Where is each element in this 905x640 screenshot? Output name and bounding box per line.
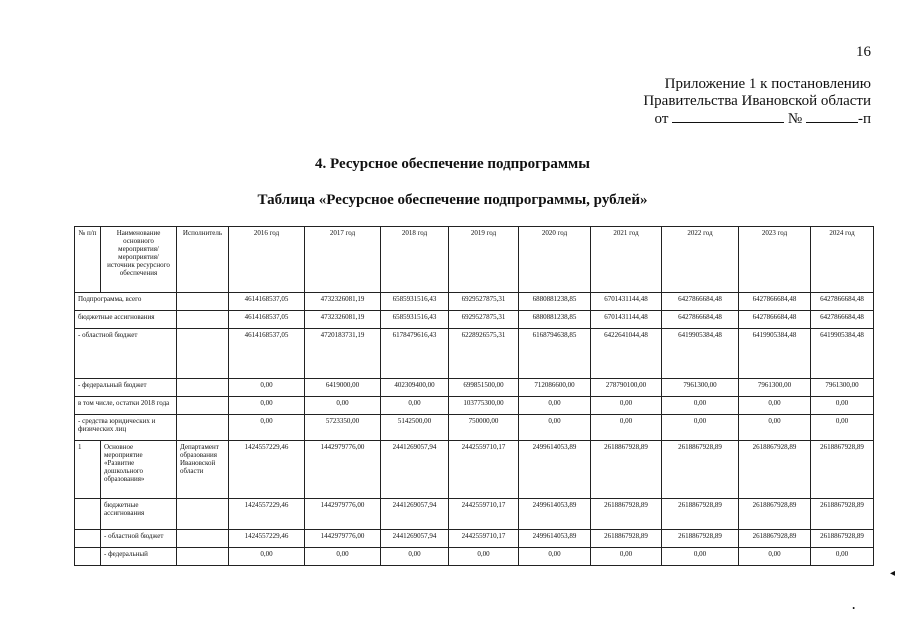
summary-row xyxy=(75,293,874,311)
main-event-name: Основное мероприятие «Развитие дошкольного образования» xyxy=(101,441,177,499)
value-cell: 0,00 xyxy=(229,415,305,441)
annex-block xyxy=(643,76,871,128)
value-cell: 5142500,00 xyxy=(381,415,449,441)
value-cell: 2618867928,89 xyxy=(662,441,739,499)
section-title: 4. Ресурсное обеспечение подпрограммы xyxy=(315,156,590,172)
value-cell: 6427866684,48 xyxy=(739,293,811,311)
header-year: 2024 год xyxy=(811,227,874,293)
value-cell: 0,00 xyxy=(811,397,874,415)
value-cell: 0,00 xyxy=(739,415,811,441)
executor-cell xyxy=(177,311,229,329)
value-cell: 0,00 xyxy=(229,379,305,397)
header-num: № п/п xyxy=(75,227,101,293)
value-cell: 2618867928,89 xyxy=(591,499,662,530)
header-year: 2017 год xyxy=(305,227,381,293)
value-cell: 7961300,00 xyxy=(662,379,739,397)
executor-cell xyxy=(177,379,229,397)
value-cell: 2442559710,17 xyxy=(449,530,519,548)
main-event-num: 1 xyxy=(75,441,101,499)
resource-table-wrapper xyxy=(74,226,874,566)
row-label: в том числе, остатки 2018 года xyxy=(75,397,177,415)
value-cell: 4732326081,19 xyxy=(305,293,381,311)
value-cell: 6427866684,48 xyxy=(662,293,739,311)
value-cell: 6419905384,48 xyxy=(739,329,811,379)
header-year: 2022 год xyxy=(662,227,739,293)
value-cell: 6929527875,31 xyxy=(449,293,519,311)
value-cell: 2618867928,89 xyxy=(739,530,811,548)
executor-cell xyxy=(177,415,229,441)
value-cell: 6419905384,48 xyxy=(811,329,874,379)
value-cell: 5723350,00 xyxy=(305,415,381,441)
row-label: - федеральный xyxy=(101,548,177,566)
value-cell: 0,00 xyxy=(305,397,381,415)
value-cell: 103775300,00 xyxy=(449,397,519,415)
value-cell: 0,00 xyxy=(519,397,591,415)
value-cell: 6427866684,48 xyxy=(811,311,874,329)
annex-line-3 xyxy=(643,110,871,128)
header-year: 2018 год xyxy=(381,227,449,293)
executor-cell xyxy=(177,548,229,566)
value-cell: 2441269057,94 xyxy=(381,441,449,499)
value-cell: 0,00 xyxy=(519,548,591,566)
row-label: - средства юридических и физических лиц xyxy=(75,415,177,441)
value-cell: 0,00 xyxy=(449,548,519,566)
summary-row xyxy=(75,415,874,441)
header-year: 2020 год xyxy=(519,227,591,293)
value-cell: 0,00 xyxy=(739,397,811,415)
value-cell: 2499614053,89 xyxy=(519,499,591,530)
value-cell: 6422641044,48 xyxy=(591,329,662,379)
resource-table xyxy=(74,226,874,566)
value-cell: 0,00 xyxy=(591,397,662,415)
value-cell: 1424557229,46 xyxy=(229,530,305,548)
value-cell: 2442559710,17 xyxy=(449,441,519,499)
header-year: 2023 год xyxy=(739,227,811,293)
date-blank xyxy=(672,110,784,123)
summary-row xyxy=(75,329,874,379)
page-number: 16 xyxy=(856,44,871,60)
annex-suffix: -п xyxy=(857,111,871,127)
value-cell: 0,00 xyxy=(591,548,662,566)
main-event-row xyxy=(75,441,874,499)
value-cell: 0,00 xyxy=(381,548,449,566)
value-cell: 2499614053,89 xyxy=(519,530,591,548)
sub-row xyxy=(75,548,874,566)
value-cell: 1424557229,46 xyxy=(229,499,305,530)
value-cell: 6701431144,48 xyxy=(591,311,662,329)
value-cell: 2618867928,89 xyxy=(591,530,662,548)
sub-row xyxy=(75,530,874,548)
value-cell: 2441269057,94 xyxy=(381,530,449,548)
edge-dot: • xyxy=(852,604,855,613)
value-cell: 2618867928,89 xyxy=(662,499,739,530)
number-blank xyxy=(806,110,858,123)
value-cell: 6929527875,31 xyxy=(449,311,519,329)
value-cell: 0,00 xyxy=(662,397,739,415)
value-cell: 6701431144,48 xyxy=(591,293,662,311)
value-cell: 2618867928,89 xyxy=(739,499,811,530)
annex-from-label: от xyxy=(654,111,669,127)
value-cell: 4614168537,05 xyxy=(229,293,305,311)
summary-row xyxy=(75,379,874,397)
executor-cell xyxy=(177,499,229,530)
executor-cell xyxy=(177,329,229,379)
main-event-executor: Департамент образования Ивановской области xyxy=(177,441,229,499)
value-cell: 6585931516,43 xyxy=(381,311,449,329)
value-cell: 2618867928,89 xyxy=(811,499,874,530)
table-title: Таблица «Ресурсное обеспечение подпрограммы, рублей» xyxy=(257,192,648,208)
value-cell: 6419000,00 xyxy=(305,379,381,397)
row-label: бюджетные ассигнования xyxy=(75,311,177,329)
empty-num-cell xyxy=(75,530,101,548)
value-cell: 6585931516,43 xyxy=(381,293,449,311)
value-cell: 0,00 xyxy=(305,548,381,566)
value-cell: 1442979776,00 xyxy=(305,530,381,548)
value-cell: 4614168537,05 xyxy=(229,329,305,379)
value-cell: 6228926575,31 xyxy=(449,329,519,379)
value-cell: 4732326081,19 xyxy=(305,311,381,329)
value-cell: 0,00 xyxy=(662,415,739,441)
value-cell: 0,00 xyxy=(662,548,739,566)
row-label: - областной бюджет xyxy=(101,530,177,548)
value-cell: 2499614053,89 xyxy=(519,441,591,499)
executor-cell xyxy=(177,530,229,548)
row-label: - федеральный бюджет xyxy=(75,379,177,397)
row-label: Подпрограмма, всего xyxy=(75,293,177,311)
value-cell: 6427866684,48 xyxy=(662,311,739,329)
annex-line-1: Приложение 1 к постановлению xyxy=(664,76,871,92)
annex-number-sign: № xyxy=(787,111,803,127)
value-cell: 750000,00 xyxy=(449,415,519,441)
value-cell: 1424557229,46 xyxy=(229,441,305,499)
value-cell: 6178479616,43 xyxy=(381,329,449,379)
value-cell: 6427866684,48 xyxy=(811,293,874,311)
value-cell: 2618867928,89 xyxy=(811,530,874,548)
annex-line-2: Правительства Ивановской области xyxy=(643,93,871,109)
header-year: 2019 год xyxy=(449,227,519,293)
empty-num-cell xyxy=(75,499,101,530)
value-cell: 4720183731,19 xyxy=(305,329,381,379)
value-cell: 0,00 xyxy=(381,397,449,415)
sub-row xyxy=(75,499,874,530)
value-cell: 2442559710,17 xyxy=(449,499,519,530)
summary-row xyxy=(75,311,874,329)
value-cell: 2618867928,89 xyxy=(662,530,739,548)
header-year: 2016 год xyxy=(229,227,305,293)
value-cell: 1442979776,00 xyxy=(305,499,381,530)
value-cell: 0,00 xyxy=(229,548,305,566)
summary-row xyxy=(75,397,874,415)
value-cell: 0,00 xyxy=(811,415,874,441)
value-cell: 0,00 xyxy=(229,397,305,415)
executor-cell xyxy=(177,293,229,311)
value-cell: 699851500,00 xyxy=(449,379,519,397)
value-cell: 6880881238,85 xyxy=(519,293,591,311)
value-cell: 2618867928,89 xyxy=(591,441,662,499)
value-cell: 6880881238,85 xyxy=(519,311,591,329)
value-cell: 6427866684,48 xyxy=(739,311,811,329)
header-name: Наименование основного мероприятия/мероприятия/ источник ресурсного обеспечения xyxy=(101,227,177,293)
value-cell: 6168794638,85 xyxy=(519,329,591,379)
value-cell: 7961300,00 xyxy=(811,379,874,397)
value-cell: 0,00 xyxy=(591,415,662,441)
value-cell: 2618867928,89 xyxy=(739,441,811,499)
value-cell: 4614168537,05 xyxy=(229,311,305,329)
value-cell: 0,00 xyxy=(739,548,811,566)
value-cell: 0,00 xyxy=(811,548,874,566)
value-cell: 2618867928,89 xyxy=(811,441,874,499)
value-cell: 712086600,00 xyxy=(519,379,591,397)
row-label: бюджетные ассигнования xyxy=(101,499,177,530)
edge-mark: ◂ xyxy=(889,568,895,579)
value-cell: 6419905384,48 xyxy=(662,329,739,379)
header-executor: Исполнитель xyxy=(177,227,229,293)
value-cell: 402309400,00 xyxy=(381,379,449,397)
row-label: - областной бюджет xyxy=(75,329,177,379)
value-cell: 1442979776,00 xyxy=(305,441,381,499)
value-cell: 278790100,00 xyxy=(591,379,662,397)
value-cell: 7961300,00 xyxy=(739,379,811,397)
header-year: 2021 год xyxy=(591,227,662,293)
value-cell: 0,00 xyxy=(519,415,591,441)
value-cell: 2441269057,94 xyxy=(381,499,449,530)
executor-cell xyxy=(177,397,229,415)
header-row xyxy=(75,227,874,293)
empty-num-cell xyxy=(75,548,101,566)
